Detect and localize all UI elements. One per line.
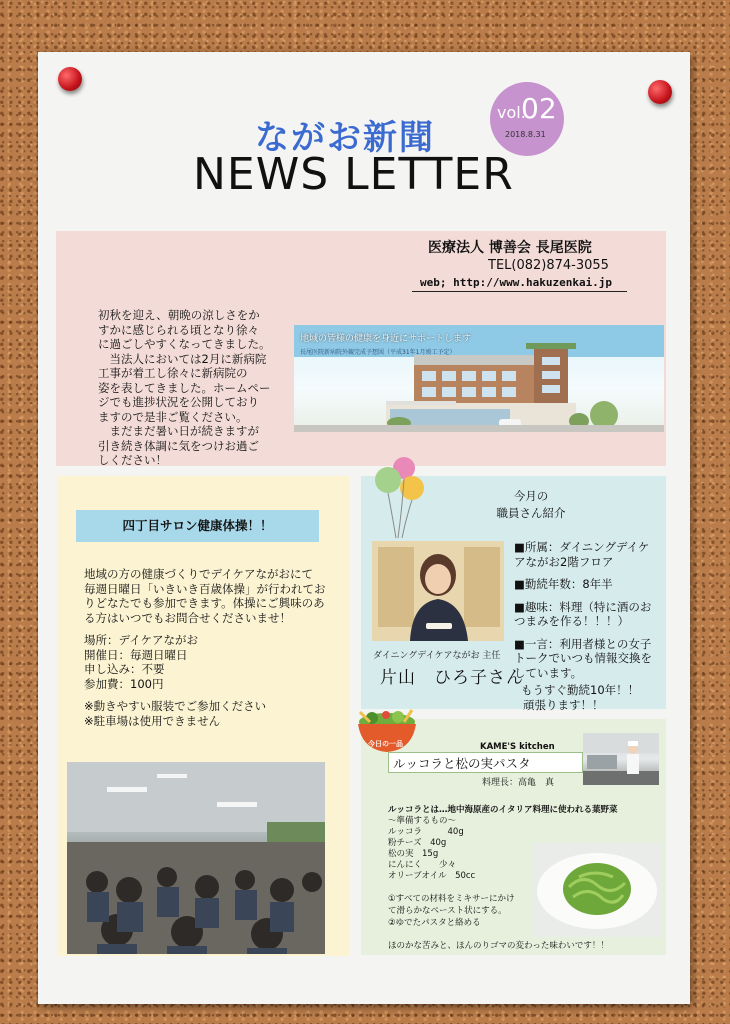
recipe-ingredients: ～準備するもの～ ルッコラ 40g 粉チーズ 40g 松の実 15g にんにく 少々 オリーブオイル 50cc bbox=[388, 816, 476, 881]
staff-department: ■所属：ダイニングデイケアながお2階フロア bbox=[514, 540, 650, 569]
salon-description: 地域の方の健康づくりでデイケアながおにて 毎週日曜日「いきいき百歳体操」が行われてお りどなたでも参加できます。体操にご興味のあ る方はいつでもお問合せくださいませ！ bbox=[84, 567, 326, 625]
kitchen-photo bbox=[583, 733, 659, 785]
volume-number: 02 bbox=[521, 92, 557, 125]
exercise-class-illustration bbox=[67, 762, 325, 954]
chef-in-kitchen-illustration bbox=[583, 733, 659, 785]
dish-of-the-day-label: 今日の一品 bbox=[368, 740, 403, 748]
detail-location: 場所：デイケアながお bbox=[84, 633, 198, 647]
staff-comment: ■一言：利用者様との女子トークでいつも情報交換をしています。 bbox=[514, 636, 652, 680]
phone-number: TEL(082)874-3055 bbox=[488, 258, 609, 273]
arugula-description: ルッコラとは…地中海原産のイタリア料理に使われる葉野菜 bbox=[388, 805, 618, 815]
detail-fee: 参加費：100円 bbox=[84, 676, 164, 691]
staff-role: ダイニングデイケアながお 主任 bbox=[373, 651, 501, 661]
hospital-caption: 地域の皆様の健康を身近にサポートします bbox=[300, 334, 472, 344]
newsletter-title-en: NEWS LETTER bbox=[193, 149, 514, 200]
pasta-photo bbox=[533, 843, 661, 937]
organization-name: 医療法人 博善会 長尾医院 bbox=[428, 240, 592, 256]
recipe-closing: ほのかな苦みと、ほんのりゴマの変わった味わいです！！ bbox=[388, 941, 609, 951]
chef-name: 料理長：高亀 真 bbox=[482, 778, 555, 788]
detail-application: 申し込み：不要 bbox=[84, 662, 165, 676]
staff-heading-line1: 今月の bbox=[513, 489, 549, 503]
volume-prefix: vol. bbox=[497, 103, 526, 122]
divider bbox=[412, 291, 627, 292]
dish-title: ルッコラと松の実パスタ bbox=[393, 756, 531, 771]
salon-notes bbox=[84, 699, 266, 728]
staff-hobby: ■趣味：料理（特に酒のおつまみを作る！！！） bbox=[514, 599, 652, 628]
hospital-building-image bbox=[294, 325, 664, 432]
staff-portrait-photo bbox=[372, 541, 504, 641]
staff-cheer-line2: 頑張ります！！ bbox=[523, 697, 604, 712]
red-pushpin-icon bbox=[58, 67, 82, 91]
staff-heading bbox=[476, 488, 586, 522]
staff-cheer-line1: もうすぐ勤続10年！！ bbox=[521, 683, 640, 697]
exercise-class-photo bbox=[67, 762, 325, 954]
newsletter-title-jp: ながお新聞 bbox=[255, 118, 435, 158]
note-parking: ※駐車場は使用できません bbox=[84, 713, 221, 728]
website-link[interactable]: web; http://www.hakuzenkai.jp bbox=[420, 276, 613, 289]
staff-portrait-illustration bbox=[372, 541, 504, 641]
staff-info bbox=[514, 540, 660, 688]
green-pasta-illustration bbox=[533, 843, 661, 937]
greeting-text: 初秋を迎え、朝晩の涼しさをか すかに感じられる頃となり徐々 に過ごしやすくなってきました。 当法人においては2月に新病院 工事が着工し徐々に新病院の 姿を表してきました。ホームペー ジでも進捗状況を公開しており ますので是非ご覧ください。 まだまだ暑い日が続きますが 引き続き体調に気をつけお過ご しください！ bbox=[98, 308, 271, 467]
staff-cheer bbox=[521, 683, 639, 712]
staff-years: ■勤続年数：8年半 bbox=[514, 577, 613, 591]
balloons-icon bbox=[372, 454, 432, 540]
staff-name: 片山 ひろ子さん bbox=[380, 668, 524, 688]
detail-schedule: 開催日：毎週日曜日 bbox=[84, 647, 188, 662]
salon-details bbox=[84, 633, 198, 691]
staff-heading-line2: 職員さん紹介 bbox=[496, 506, 566, 520]
kitchen-label: KAME'S kitchen bbox=[480, 742, 555, 752]
red-pushpin-icon bbox=[648, 80, 672, 104]
note-clothing: ※動きやすい服装でご参加ください bbox=[84, 699, 267, 713]
issue-date: 2018.8.31 bbox=[505, 130, 546, 139]
recipe-steps: ①すべての材料をミキサーにかけ て滑らかなペースト状にする。 ②ゆでたパスタと絡める bbox=[388, 894, 515, 928]
hospital-subcaption: 長尾医院新病院外観完成予想図（平成31年1月竣工予定） bbox=[300, 349, 456, 356]
salon-title: 四丁目サロン健康体操！！ bbox=[76, 510, 319, 542]
